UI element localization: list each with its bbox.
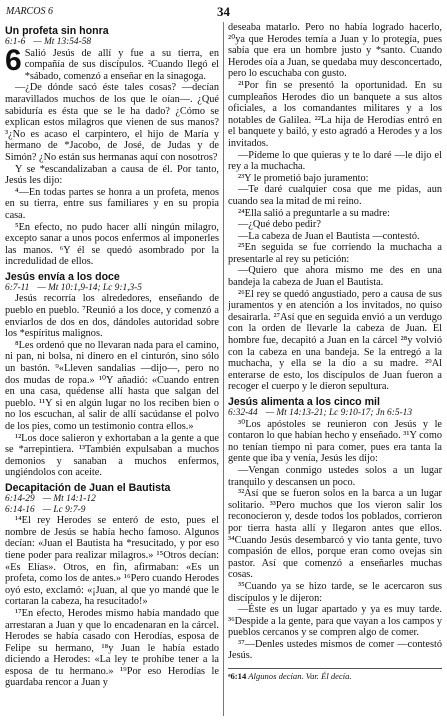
paragraph: ²¹Por fin se presentó la oportunidad. En su cumpleaños Herodes dio un banquete a sus altos oficiales, a los comandantes militares y a los notables de Galilea. ²²La hija de Herodías entró en el banquete y bailó, y esto agradó a Herodes y a los invitados. [228, 79, 442, 149]
column-divider [223, 22, 224, 716]
paragraph: ³⁰Los apóstoles se reunieron con Jesús y le contaron lo que habían hecho y enseñado. ³¹Y como no tenían tiempo ni para comer, pues era tanta la gente que iba y venía, Jesús les dijo: [228, 418, 442, 465]
paragraph: ³⁵Cuando ya se hizo tarde, se le acercaron sus discípulos y le dijeron: [228, 580, 442, 604]
paragraph: ¹²Los doce salieron y exhortaban a la gente a que se *arrepintiera. ¹³También expulsaban a muchos demonios y sanaban a muchos enfermos, ungiéndolos con aceite. [5, 432, 219, 479]
paragraph: ²⁵En seguida se fue corriendo la muchacha a presentarle al rey su petición: [228, 242, 442, 265]
paragraph: —¿De dónde sacó éste tales cosas? —decían maravillados muchos de los que le oían—. ¿Qué sabiduría es ésta que se le ha dado? ¿Cómo se explican estos milagros que vienen de sus manos? ³¿No es acaso el carpintero, el hijo de María y hermano de *Jacobo, de José, de Judas y de Simón? ¿No están sus hermanas aquí con nosotros? [5, 82, 219, 163]
page-header [6, 4, 441, 20]
right-column [228, 22, 442, 718]
section-reference: 6:1-6 — Mt 13:54-58 [5, 37, 92, 47]
footnote-marker: ᵃ6:14 [228, 671, 247, 682]
dialogue-line: ³⁷—Denles ustedes mismos de comer —contestó Jesús. [228, 638, 442, 662]
paragraph: deseaba matarlo. Pero no había logrado hacerlo, ²⁰ya que Herodes temía a Juan y lo protegía, pues sabía que era un hombre justo y *santo. Cuando Herodes oía a Juan, se quedaba muy desconcertado, pero lo escuchaba con gusto. [228, 22, 442, 80]
section-reference: 6:14-16 — Lc 9:7-9 [5, 504, 86, 515]
dialogue-line: —Vengan conmigo ustedes solos a un lugar tranquilo y descansen un poco. [228, 464, 442, 488]
paragraph: 6 Salió Jesús de allí y fue a su tierra, en compañía de sus discípulos. ²Cuando llegó el *sábado, comenzó a enseñar en la sinagoga. [5, 43, 219, 82]
paragraph: ⁸Les ordenó que no llevaran nada para el camino, ni pan, ni bolsa, ni dinero en el cinturón, sino sólo un bastón. ⁹«Lleven sandalias —dijo—, pero no dos mudas de ropa.» ¹⁰Y añadió: «Cuando entren en una casa, quédense allí hasta que salgan del pueblo. ¹¹Y si en algún lugar no los reciben bien o no los escuchan, al salir de allí sacúdanse el polvo de los pies, como un testimonio contra ellos.» [5, 339, 219, 432]
paragraph: ¹⁷En efecto, Herodes mismo había mandado que arrestaran a Juan y que lo encadenaran en la cárcel. Herodes se había casado con Herodías, esposa de Felipe su hermano, ¹⁸y Juan le había estado diciendo a Herodes: «La ley te prohíbe tener a la esposa de tu hermano.» ¹⁹Por eso Herodías le guardaba rencor a Juan y [5, 607, 219, 689]
dialogue-line: —Te daré cualquier cosa que me pidas, aun cuando sea la mitad de mi reino. [228, 184, 442, 207]
section-reference: 6:14-29 — Mt 14:1-12 [5, 493, 96, 504]
section-heading: Jesús envía a los doce [5, 270, 120, 283]
section-reference: 6:32-44 — Mt 14:13-21; Lc 9:10-17; Jn 6:5-13 [228, 408, 413, 418]
paragraph: ²³Y le prometió bajo juramento: [238, 172, 369, 184]
footnote [228, 668, 442, 681]
chapter-number: 6 [5, 43, 22, 77]
footnote-text: Algunos decían. Var. Él decía. [248, 671, 352, 682]
paragraph: ¹⁴El rey Herodes se enteró de esto, pues el nombre de Jesús se había hecho famoso. Algunos decían: «Juan el Bautista ha *resucitado, y por eso tiene poder para realizar milagros.» ¹⁵Otros decían: «Es Elías». Otros, en fin, afirmaban: «Es un profeta, como los de antes.» ¹⁶Pero cuando Herodes oyó esto, exclamó: «¡Juan, al que yo mandé que le cortaran la cabeza, ha resucitado!» [5, 515, 219, 608]
paragraph: ⁵En efecto, no pudo hacer allí ningún milagro, excepto sanar a unos pocos enfermos al imponerles las manos. ⁶Y él se quedó asombrado por la incredulidad de ellos. [5, 221, 219, 268]
section-heading: Jesús alimenta a los cinco mil [228, 396, 380, 408]
page-number: 34 [217, 4, 230, 19]
paragraph: ²⁶El rey se quedó angustiado, pero a causa de sus juramentos y en atención a los invitados, no quiso desairarla. ²⁷Así que en seguida envió a un verdugo con la orden de llevarle la cabeza de Juan. El hombre fue, decapitó a Juan en la cárcel ²⁸y volvió con la cabeza en una bandeja. Se la entregó a la muchacha, y ella se la dio a su madre. ²⁹Al enterarse de esto, los discípulos de Juan fueron a recoger el cuerpo y le dieron sepultura. [228, 288, 442, 393]
paragraph: ³²Así que se fueron solos en la barca a un lugar solitario. ³³Pero muchos que los vieron salir los reconocieron y, desde todos los poblados, corrieron por tierra hasta allí y llegaron antes que ellos. ³⁴Cuando Jesús desembarcó y vio tanta gente, tuvo compasión de ellos, porque eran como ovejas sin pastor. Así que comenzó a enseñarles muchas cosas. [228, 488, 442, 581]
section-heading: Un profeta sin honra [5, 25, 109, 37]
dialogue-line: —¿Qué debo pedir? [238, 219, 321, 231]
paragraph: Jesús recorría los alrededores, enseñando de pueblo en pueblo. ⁷Reunió a los doce, y comenzó a enviarlos de dos en dos, dándoles autoridad sobre los *espíritus malignos. [5, 293, 219, 340]
paragraph: ⁴—En todas partes se honra a un profeta, menos en su tierra, entre sus familiares y en su propia casa. [5, 186, 219, 221]
left-column [5, 22, 219, 718]
section-reference: 6:7-11 — Mt 10:1,9-14; Lc 9:1,3-5 [5, 282, 142, 293]
dialogue-line: —Éste es un lugar apartado y ya es muy tarde. ³⁶Despide a la gente, para que vayan a los campos y pueblos cercanos y se compren algo de comer. [228, 604, 442, 639]
section-heading: Decapitación de Juan el Bautista [5, 481, 171, 494]
paragraph: Y se *escandalizaban a causa de él. Por tanto, Jesús les dijo: [5, 163, 219, 187]
dialogue-line: —La cabeza de Juan el Bautista —contestó. [238, 230, 420, 242]
book-chapter-label: MARCOS 6 [6, 6, 53, 17]
dialogue-line: —Quiero que ahora mismo me des en una bandeja la cabeza de Juan el Bautista. [228, 265, 442, 289]
paragraph: ²⁴Ella salió a preguntarle a su madre: [238, 207, 390, 219]
dialogue-line: —Pídeme lo que quieras y te lo daré —le dijo el rey a la muchacha. [228, 149, 442, 173]
